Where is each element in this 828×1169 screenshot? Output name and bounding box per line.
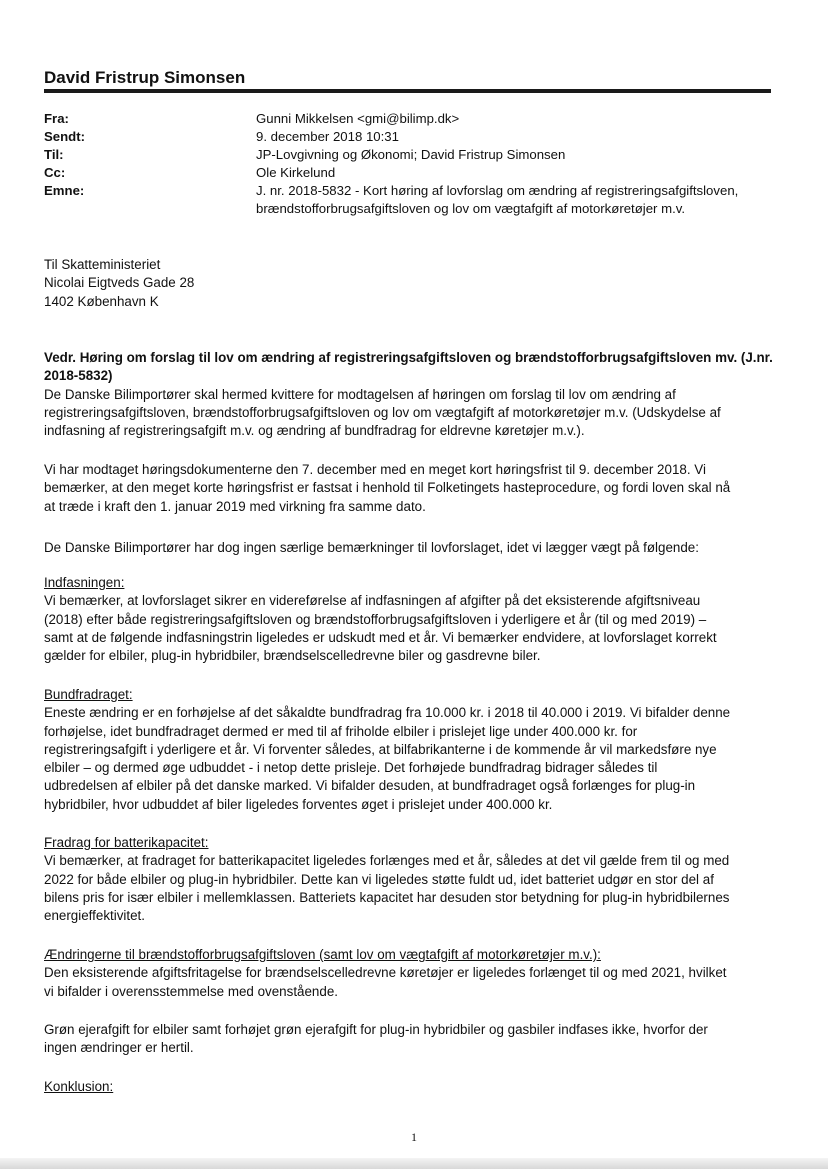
address-line: 1402 København K xyxy=(44,293,159,309)
body-line: forhøjelse, idet bundfradraget dermed er med til af friholde elbiler i prislejet lige under 400.000 kr. for xyxy=(44,723,638,739)
body-line: 2022 for både elbiler og plug-in hybridbiler. Dette kan vi ligeledes støtte fuldt ud, idet batteriet udgør en stor del af xyxy=(44,871,714,887)
section-heading: Indfasningen: xyxy=(44,575,125,590)
body-line: Grøn ejerafgift for elbiler samt forhøjet grøn ejerafgift for plug-in hybridbiler og gasbiler indfases ikke, hvorfor der xyxy=(44,1022,708,1037)
header-label: Sendt: xyxy=(44,129,86,144)
section-bundfradraget xyxy=(44,686,774,814)
body-line: Eneste ændring er en forhøjelse af det såkaldte bundfradrag fra 10.000 kr. i 2018 til 40.000 i 2019. Vi bifalder denne xyxy=(44,705,731,721)
body-line: bilens pris for især elbiler i mellemklassen. Batteriets kapacitet har desuden stor betydning for plug-in hybridbilernes xyxy=(44,889,730,905)
section-batterikapacitet xyxy=(44,834,774,925)
subject-line: Vedr. Høring om forslag til lov om ændring af registreringsafgiftsloven og brændstofforbrugsafgiftsloven mv. (J.nr. xyxy=(44,350,773,365)
body-line: indfasning af registreringsafgift m.v. og ændring af bundfradrag for eldrevne køretøjer m.v.). xyxy=(44,423,585,439)
section-indfasningen xyxy=(44,574,774,665)
letter-intro xyxy=(44,349,774,440)
sender-name: David Fristrup Simonsen xyxy=(44,68,246,87)
body-line: Vi bemærker, at fradraget for batterikapacitet ligeledes forlænges med et år, således at det vil gælde frem til og med xyxy=(44,853,730,869)
header-label: Fra: xyxy=(44,111,69,126)
section-heading: Konklusion: xyxy=(44,1079,114,1094)
paragraph-received xyxy=(44,461,774,516)
section-konklusion xyxy=(44,1078,774,1096)
body-line: De Danske Bilimportører har dog ingen særlige bemærkninger til lovforslaget, idet vi lægger vægt på følgende: xyxy=(44,540,699,555)
body-line: ingen ændringer er hertil. xyxy=(44,1040,194,1056)
address-line: Til Skatteministeriet xyxy=(44,257,161,272)
body-line: gælder for elbiler, plug-in hybridbiler, brændselscelledrevne biler og gasdrevne biler. xyxy=(44,648,541,664)
section-heading: Ændringerne til brændstofforbrugsafgiftsloven (samt lov om vægtafgift af motorkøretøjer m.v.): xyxy=(44,947,601,962)
body-line: samt at de følgende indfasningstrin ligeledes er udskudt med et år. Vi bemærker endvidere, at lovforslaget korrekt xyxy=(44,629,717,645)
header-label: Cc: xyxy=(44,165,66,180)
body-line: Vi har modtaget høringsdokumenterne den 7. december med en meget kort høringsfrist til 9. december 2018. Vi xyxy=(44,462,706,477)
header-value-subject-line: J. nr. 2018-5832 - Kort høring af lovforslag om ændring af registreringsafgiftsloven, xyxy=(256,183,739,198)
body-line: elbiler – og dermed øge udbuddet - i netop dette prisleje. Det forhøjede bundfradrag bidrager således til xyxy=(44,760,658,776)
header-value-from: Gunni Mikkelsen <gmi@bilimp.dk> xyxy=(256,111,460,126)
body-line: at træde i kraft den 1. januar 2019 med virkning fra samme dato. xyxy=(44,498,426,514)
body-line: energieffektivitet. xyxy=(44,908,145,924)
header-value-to: JP-Lovgivning og Økonomi; David Fristrup Simonsen xyxy=(256,147,566,162)
section-heading: Fradrag for batterikapacitet: xyxy=(44,835,209,850)
body-line: bemærker, at den meget korte høringsfrist er fastsat i henhold til Folketingets hasteprocedure, og fordi loven skal nå xyxy=(44,480,731,496)
header-label: Emne: xyxy=(44,183,85,198)
subject-line: 2018-5832) xyxy=(44,368,113,384)
body-line: Vi bemærker, at lovforslaget sikrer en videreførelse af indfasningen af afgifter på det eksisterende afgiftsniveau xyxy=(44,593,701,609)
section-aendringerne xyxy=(44,946,774,1001)
section-heading: Bundfradraget: xyxy=(44,687,133,702)
body-line: registreringsafgiftsloven, brændstofforbrugsafgiftsloven og lov om vægtafgift af motorkøretøjer m.v. (Udskydelse af xyxy=(44,404,721,420)
paragraph-no-remarks xyxy=(44,539,774,557)
body-line: Den eksisterende afgiftsfritagelse for brændselscelledrevne køretøjer er ligeledes forlænget til og med 2021, hvilket xyxy=(44,965,727,981)
body-line: hybridbiler, hvor udbuddet af biler ligeledes forventes øget i prislejet under 400.000 kr. xyxy=(44,796,553,812)
header-value-sent: 9. december 2018 10:31 xyxy=(256,129,399,144)
page-number: 1 xyxy=(411,1130,417,1144)
body-line: (2018) efter både registreringsafgiftsloven og brændstofforbrugsafgiftsloven i yderligere et år (til og med 2019) – xyxy=(44,611,707,627)
header-label: Til: xyxy=(44,147,64,162)
header-value-cc: Ole Kirkelund xyxy=(256,165,336,180)
recipient-address xyxy=(44,256,774,311)
paragraph-green-tax xyxy=(44,1021,774,1058)
header-value-subject-line: brændstofforbrugsafgiftsloven og lov om vægtafgift af motorkøretøjer m.v. xyxy=(256,201,686,216)
body-line: vi bifalder i overensstemmelse med ovenstående. xyxy=(44,983,338,999)
address-line: Nicolai Eigtveds Gade 28 xyxy=(44,275,195,291)
body-line: registreringsafgift i yderligere et år. Vi forventer således, at bilfabrikanterne i de kommende år vil markedsføre nye xyxy=(44,741,717,757)
header-rule xyxy=(44,89,771,93)
page-bottom-edge xyxy=(0,1158,828,1169)
body-line: De Danske Bilimportører skal hermed kvittere for modtagelsen af høringen om forslag til lov om ændring af xyxy=(44,386,676,402)
body-line: udbredelsen af elbiler på det danske marked. Vi bifalder desuden, at bundfradraget også forlænges for plug-in xyxy=(44,778,696,794)
